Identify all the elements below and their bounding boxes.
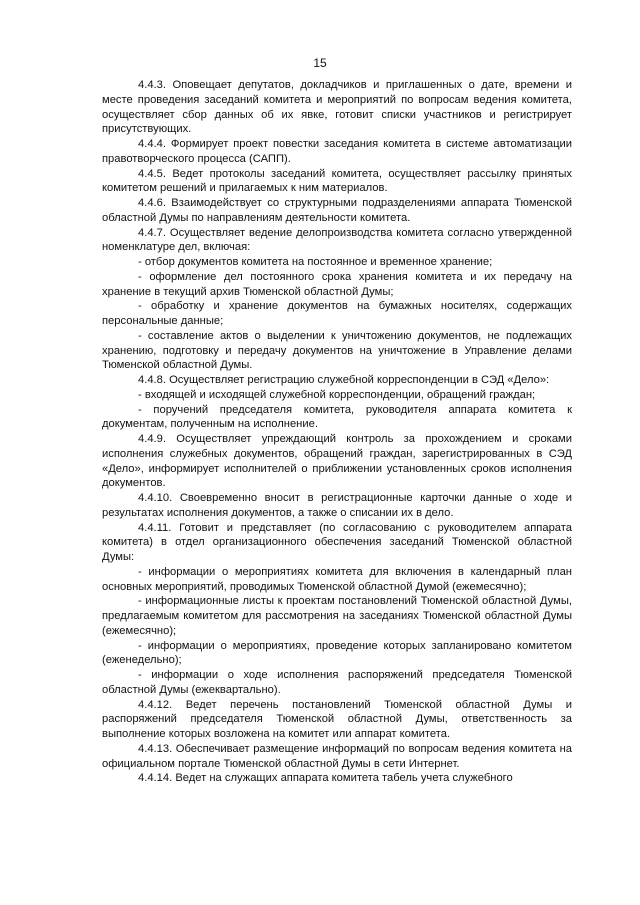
- list-item: - входящей и исходящей служебной корреспонденции, обращений граждан;: [138, 388, 536, 401]
- list-item: - обработку и хранение документов на бумажных носителях, содержащих персональные данные;: [102, 300, 572, 327]
- list-item: - информационные листы к проектам постановлений Тюменской областной Думы, предлагаемым комитетом для рассмотрения на заседаниях Тюменской областной Думы (ежемесячно);: [102, 595, 572, 637]
- paragraph-4-4-13: 4.4.13. Обеспечивает размещение информаций по вопросам ведения комитета на официальном портале Тюменской областной Думы в сети Интернет.: [102, 742, 572, 770]
- paragraph-4-4-3: 4.4.3. Оповещает депутатов, докладчиков и приглашенных о дате, времени и месте проведения заседаний комитета и мероприятий по вопросам ведения комитета, осуществляет сбор данных об их явке, готовит списки участников и регистрирует присутствующих.: [102, 79, 572, 136]
- page-number: 15: [313, 56, 327, 70]
- paragraph-4-4-11: 4.4.11. Готовит и представляет (по согласованию с руководителем аппарата комитета) в отдел организационного обеспечения заседаний Тюменской областной Думы:: [102, 521, 572, 563]
- paragraph-4-4-14: 4.4.14. Ведет на служащих аппарата комитета табель учета служебного: [138, 772, 513, 785]
- list-item: - оформление дел постоянного срока хранения комитета и их передачу на хранение в текущий архив Тюменской областной Думы;: [102, 270, 572, 298]
- list-item: - информации о ходе исполнения распоряжений председателя Тюменской областной Думы (ежеквартально).: [102, 669, 572, 696]
- list-item: - отбор документов комитета на постоянное и временное хранение;: [138, 256, 493, 268]
- paragraph-4-4-7: 4.4.7. Осуществляет ведение делопроизводства комитета согласно утвержденной номенклатуре дел, включая:: [102, 226, 572, 254]
- paragraph-4-4-6: 4.4.6. Взаимодействует со структурными подразделениями аппарата Тюменской областной Думы по направлениям деятельности комитета.: [102, 197, 572, 224]
- paragraph-4-4-9: 4.4.9. Осуществляет упреждающий контроль за прохождением и сроками исполнения служебных документов, обращений граждан, зарегистрированных в СЭД «Дело», информирует исполнителей о приближении установленных сроков исполнения документов.: [102, 433, 572, 490]
- list-item: - составление актов о выделении к уничтожению документов, не подлежащих хранению, подготовку и передачу документов на уничтожение в Управление делами Тюменской областной Думы.: [102, 329, 572, 372]
- document-body: [102, 78, 572, 786]
- list-item: - поручений председателя комитета, руководителя аппарата комитета к документам, полученным на исполнение.: [102, 403, 572, 431]
- list-item: - информации о мероприятиях комитета для включения в календарный план основных мероприятий, проводимых Тюменской областной Думой (ежемесячно);: [102, 565, 572, 593]
- list-item: - информации о мероприятиях, проведение которых запланировано комитетом (еженедельно);: [102, 639, 572, 667]
- paragraph-4-4-4: 4.4.4. Формирует проект повестки заседания комитета в системе автоматизации правотворческого процесса (САПП).: [102, 138, 572, 165]
- paragraph-4-4-5: 4.4.5. Ведет протоколы заседаний комитета, осуществляет рассылку принятых комитетом решений и прилагаемых к ним материалов.: [102, 167, 572, 195]
- paragraph-4-4-10: 4.4.10. Своевременно вносит в регистрационные карточки данные о ходе и результатах исполнения документов, а также о списании их в дело.: [102, 492, 572, 519]
- paragraph-4-4-12: 4.4.12. Ведет перечень постановлений Тюменской областной Думы и распоряжений председателя Тюменской областной Думы, ответственность за выполнение которых возложена на комитет или аппарат комитета.: [102, 698, 572, 740]
- paragraph-4-4-8: 4.4.8. Осуществляет регистрацию служебной корреспонденции в СЭД «Дело»:: [138, 374, 550, 386]
